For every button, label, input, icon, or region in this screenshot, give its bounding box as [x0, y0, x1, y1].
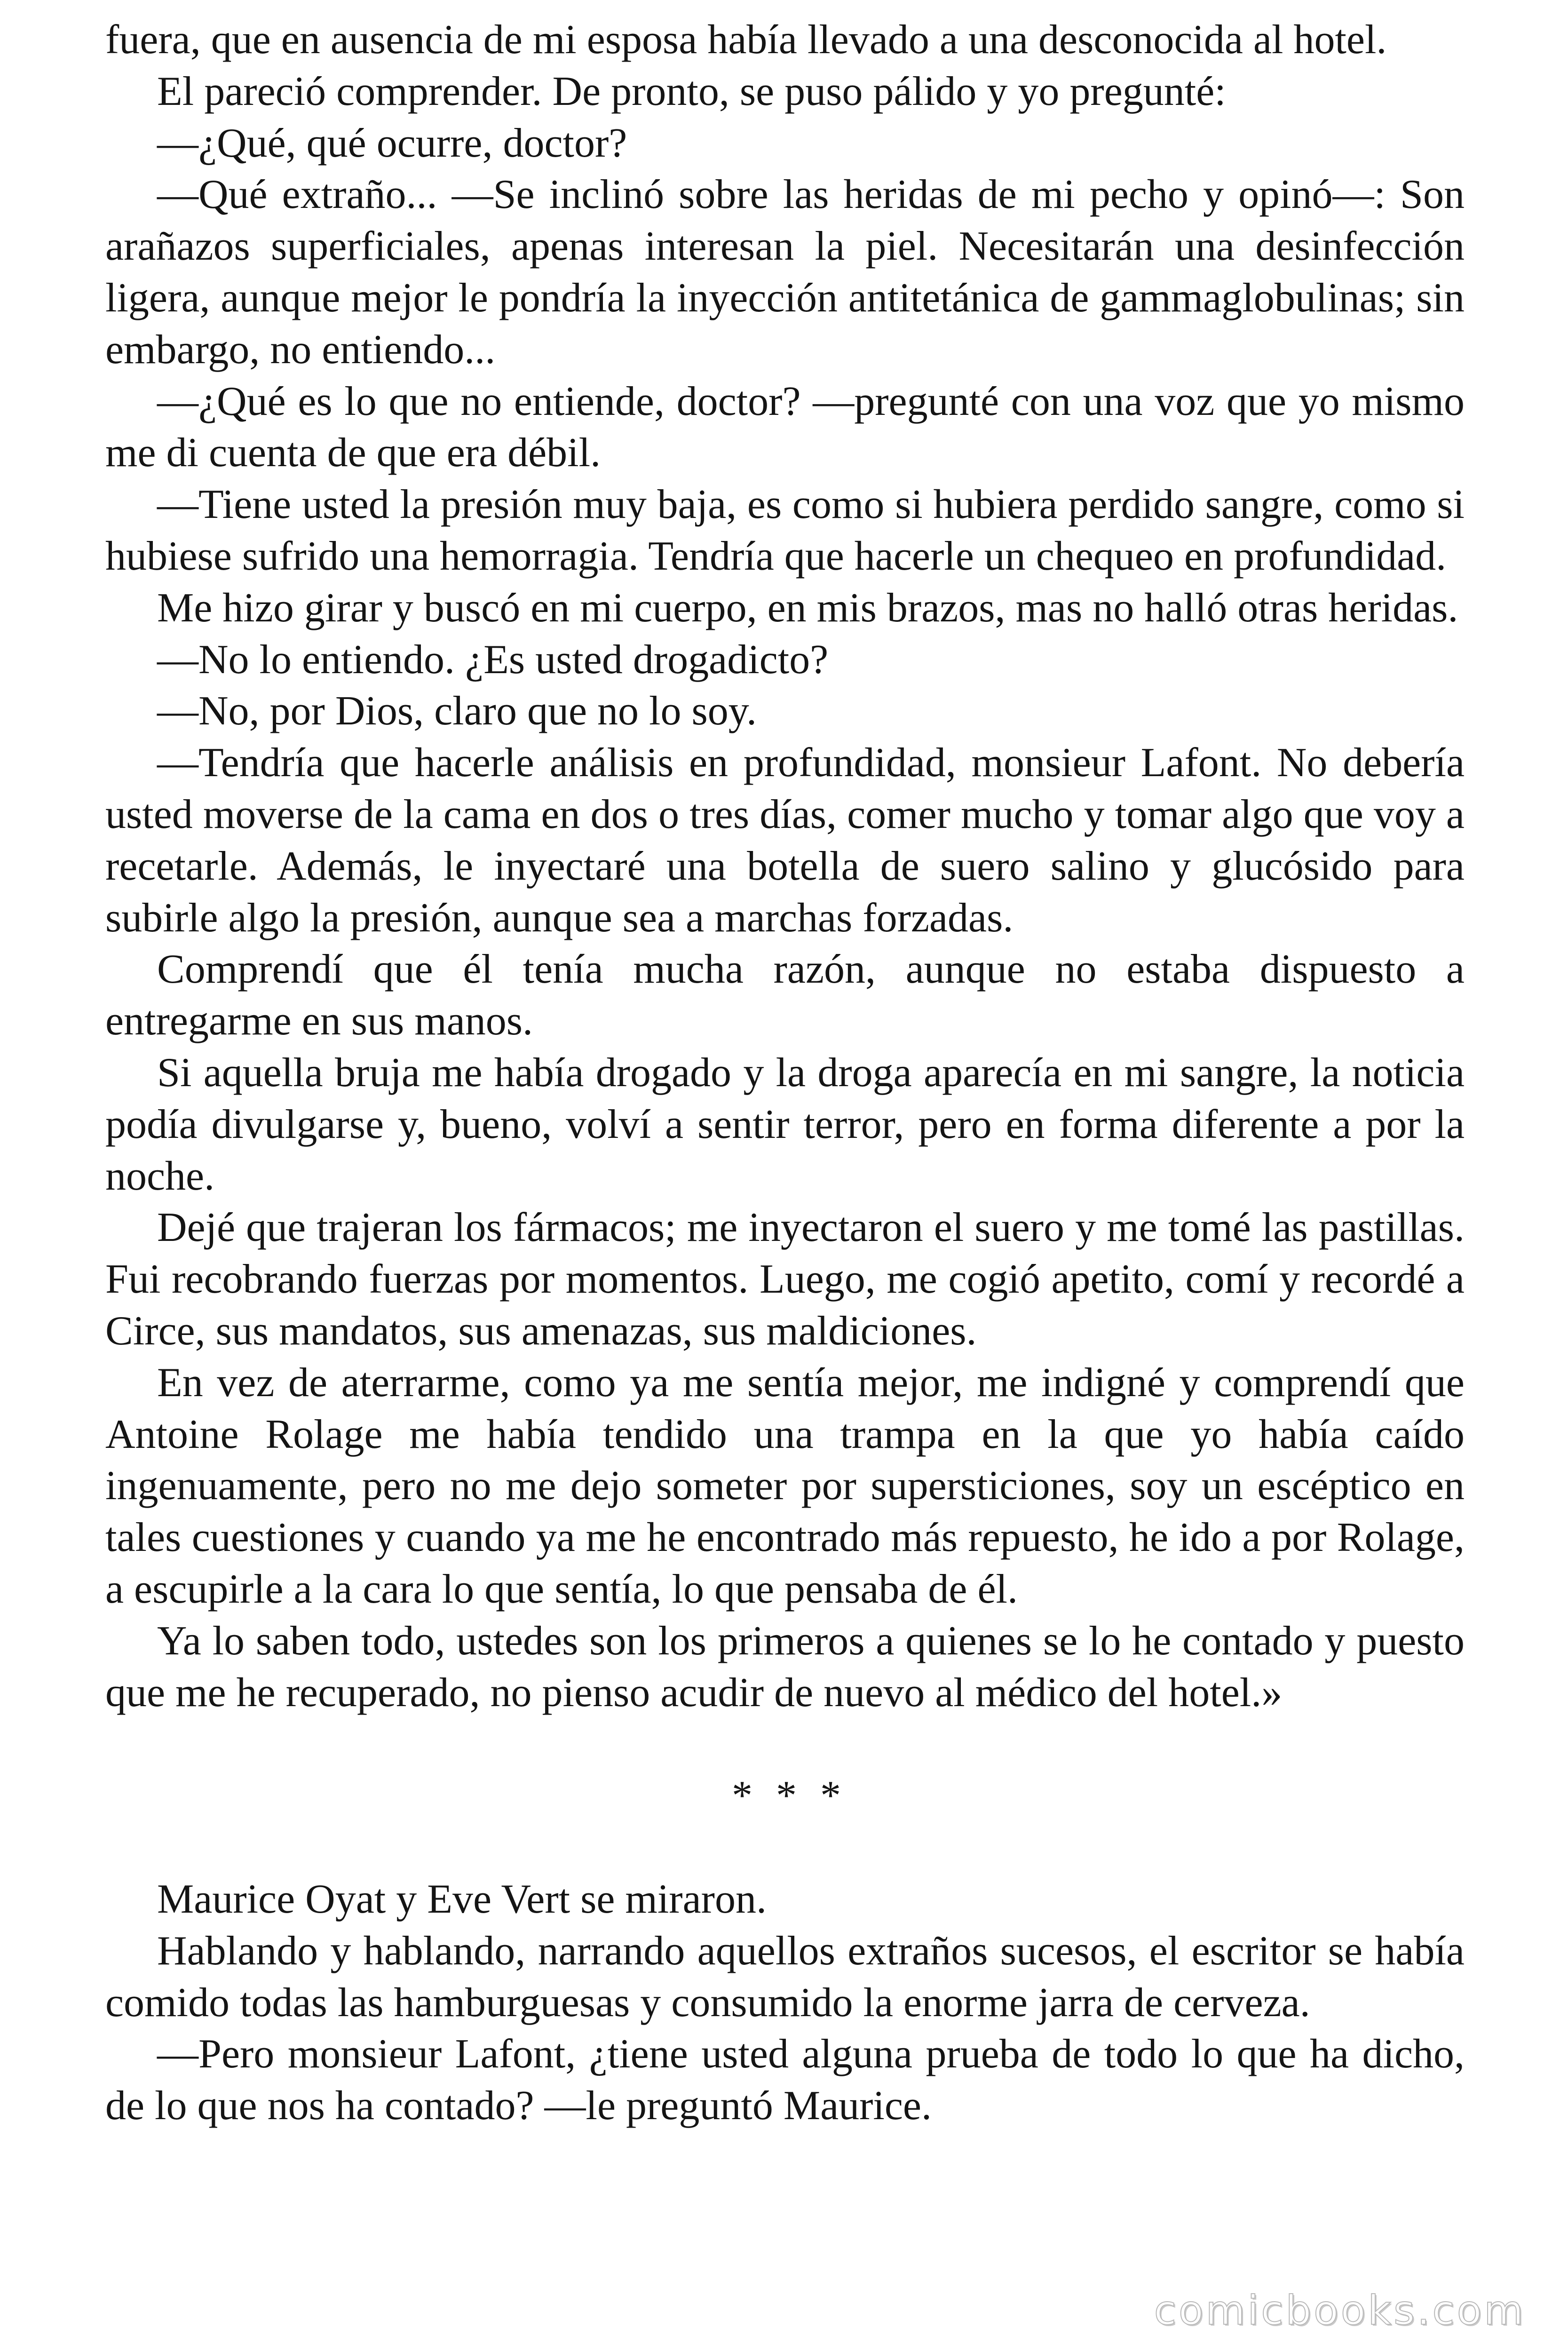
paragraph: —Tendría que hacerle análisis en profundidad, monsieur Lafont. No debería usted moverse de la cama en dos o tres días, comer mucho y tomar algo que voy a recetarle. Además, le inyectaré una botella de suero salino y glucósido para subirle algo la presión, aunque sea a marchas forzadas.: [105, 740, 1465, 941]
paragraph: —Tiene usted la presión muy baja, es como si hubiera perdido sangre, como si hubiese sufrido una hemorragia. Tendría que hacerle un chequeo en profundidad.: [105, 482, 1465, 579]
paragraph: Hablando y hablando, narrando aquellos extraños sucesos, el escritor se había comido todas las hamburguesas y consumido la enorme jarra de cerveza.: [105, 1928, 1465, 2026]
paragraph: Comprendí que él tenía mucha razón, aunque no estaba dispuesto a entregarme en sus manos.: [105, 946, 1465, 1044]
paragraph: —¿Qué, qué ocurre, doctor?: [157, 120, 627, 166]
paragraph: —¿Qué es lo que no entiende, doctor? —pregunté con una voz que yo mismo me di cuenta de que era débil.: [105, 378, 1465, 476]
paragraph: Maurice Oyat y Eve Vert se miraron.: [157, 1876, 767, 1923]
paragraph: —Pero monsieur Lafont, ¿tiene usted alguna prueba de todo lo que ha dicho, de lo que nos ha contado? —le preguntó Maurice.: [105, 2031, 1465, 2129]
section-break: * * *: [732, 1773, 847, 1819]
paragraph: Si aquella bruja me había drogado y la droga aparecía en mi sangre, la noticia podía divulgarse y, bueno, volví a sentir terror, pero en forma diferente a por la noche.: [105, 1049, 1465, 1199]
paragraph: El pareció comprender. De pronto, se puso pálido y yo pregunté:: [157, 68, 1226, 114]
paragraph: —Qué extraño... —Se inclinó sobre las heridas de mi pecho y opinó—: Son arañazos superficiales, apenas interesan la piel. Necesitarán una desinfección ligera, aunque mejor le pondría la inyección antitetánica de gammaglobulinas; sin embargo, no entiendo...: [105, 172, 1465, 373]
paragraph: Ya lo saben todo, ustedes son los primeros a quienes se lo he contado y puesto que me he recuperado, no pienso acudir de nuevo al médico del hotel.»: [105, 1618, 1465, 1716]
paragraph: —No, por Dios, claro que no lo soy.: [157, 688, 757, 734]
paragraph: En vez de aterrarme, como ya me sentía mejor, me indigné y comprendí que Antoine Rolage me había tendido una trampa en la que yo había caído ingenuamente, pero no me dejo someter por supersticiones, soy un escéptico en tales cuestiones y cuando ya me he encontrado más repuesto, he ido a por Rolage, a escupirle a la cara lo que sentía, lo que pensaba de él.: [105, 1359, 1465, 1612]
watermark: comicbooks.com: [1154, 2287, 1526, 2334]
book-page-text: [105, 14, 1465, 2132]
paragraph: —No lo entiendo. ¿Es usted drogadicto?: [157, 636, 829, 683]
paragraph: fuera, que en ausencia de mi esposa había llevado a una desconocida al hotel.: [105, 17, 1387, 63]
paragraph: Dejé que trajeran los fármacos; me inyectaron el suero y me tomé las pastillas. Fui recobrando fuerzas por momentos. Luego, me cogió apetito, comí y recordé a Circe, sus mandatos, sus amenazas, sus maldiciones.: [105, 1205, 1465, 1354]
paragraph: Me hizo girar y buscó en mi cuerpo, en mis brazos, mas no halló otras heridas.: [157, 585, 1458, 631]
